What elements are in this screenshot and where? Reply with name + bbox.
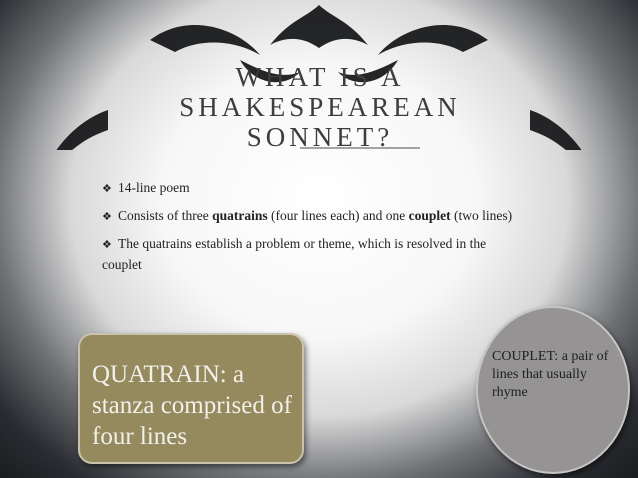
couplet-callout-oval	[476, 306, 630, 474]
diamond-bullet-icon: ❖	[102, 239, 112, 251]
list-item: ❖ The quatrains establish a problem or theme, which is resolved in the couplet	[102, 236, 487, 272]
diamond-bullet-icon: ❖	[102, 211, 112, 223]
page-title: WHAT IS A SHAKESPEAREAN SONNET?	[179, 62, 461, 152]
couplet-definition: COUPLET: a pair of lines that usually rhyme	[492, 349, 609, 400]
list-item: ❖ Consists of three quatrains (four lines each) and one couplet (two lines)	[102, 206, 522, 227]
quatrain-callout-box	[78, 333, 304, 464]
list-item: ❖ 14-line poem	[102, 178, 522, 199]
bullet-list	[102, 178, 522, 282]
quatrain-definition: QUATRAIN: a stanza comprised of four lines	[92, 361, 292, 450]
diamond-bullet-icon: ❖	[102, 183, 112, 195]
